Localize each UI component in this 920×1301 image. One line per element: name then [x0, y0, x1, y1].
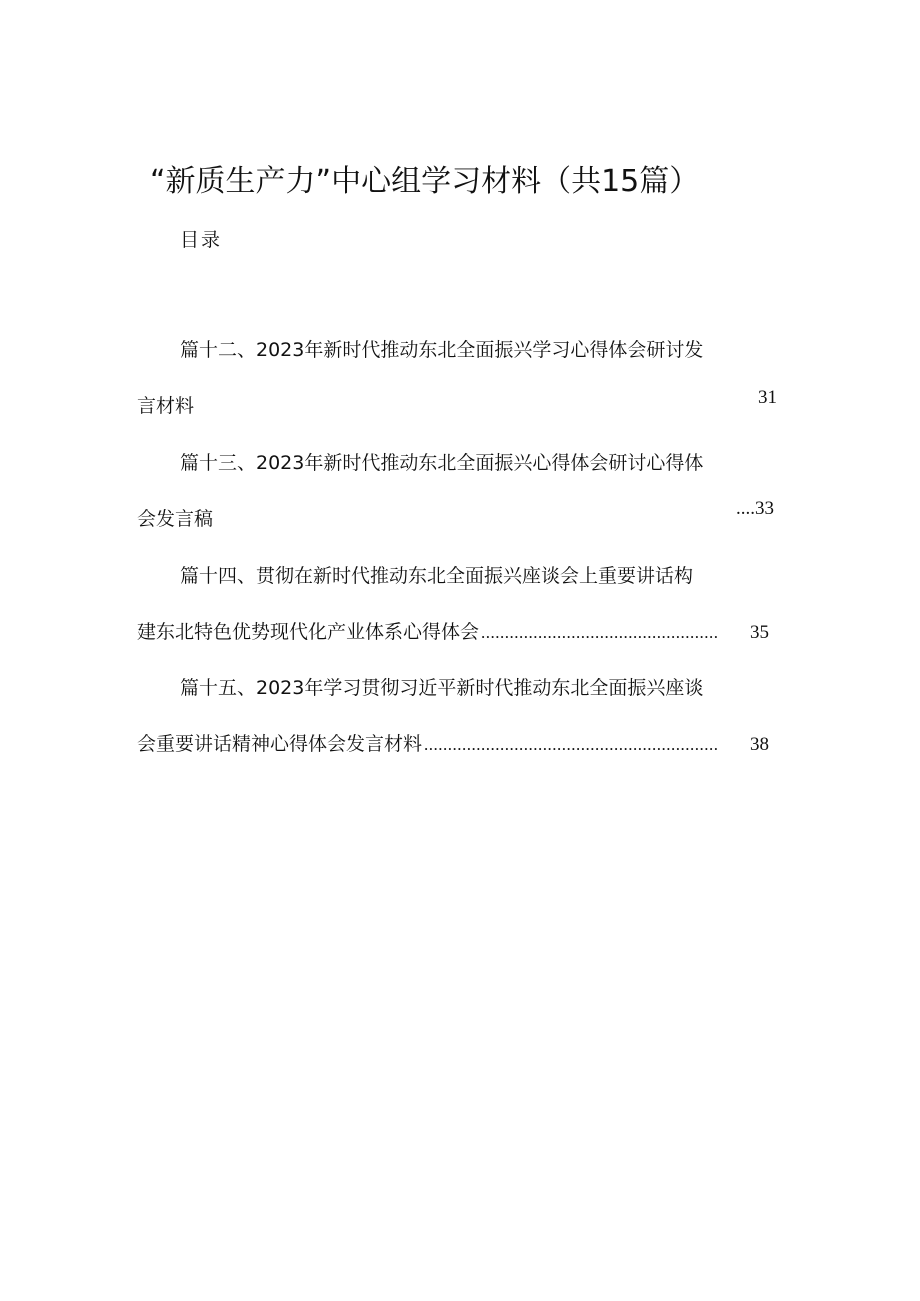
toc-entry-title-continued: 会发言稿: [137, 508, 214, 530]
toc-entry-title-line1: 篇十三、2023年新时代推动东北全面振兴心得体会研讨心得体: [180, 452, 704, 474]
toc-entry[interactable]: [0, 674, 920, 794]
toc-heading: 目录: [180, 229, 223, 251]
toc-entry-leader-dots: ....: [736, 498, 755, 519]
toc-entry-title-line1: 篇十四、贯彻在新时代推动东北全面振兴座谈会上重要讲话构: [180, 565, 694, 587]
toc-entry-page-value: 33: [755, 498, 774, 519]
toc-entry-title-line1: 篇十五、2023年学习贯彻习近平新时代推动东北全面振兴座谈: [180, 677, 704, 699]
toc-entry[interactable]: [0, 336, 920, 456]
toc-entry-title-continued: 建东北特色优势现代化产业体系心得体会: [137, 621, 480, 643]
document-title: “新质生产力”中心组学习材料（共15篇）: [150, 164, 700, 200]
toc-entry-title-line2: [137, 392, 557, 420]
toc-entry-page-number: 38: [750, 734, 769, 755]
toc-entry[interactable]: [0, 449, 920, 569]
toc-entry-page-number: 31: [758, 387, 777, 408]
toc-entry[interactable]: [0, 562, 920, 682]
toc-entry-title-line2: [137, 730, 769, 758]
toc-entry-leader-dots: ..................................................: [481, 623, 719, 642]
toc-entry-page-number: 35: [750, 622, 769, 643]
toc-entry-page-number: [736, 495, 774, 523]
toc-entry-title-line2: [137, 618, 769, 646]
toc-entry-title-continued: 言材料: [137, 395, 195, 417]
toc-entry-leader-dots: ..............................................................: [424, 735, 719, 754]
toc-entry-title-line1: 篇十二、2023年新时代推动东北全面振兴学习心得体会研讨发: [180, 339, 704, 361]
toc-entry-title-line2: [137, 505, 557, 533]
toc-entry-title-continued: 会重要讲话精神心得体会发言材料: [137, 733, 423, 755]
